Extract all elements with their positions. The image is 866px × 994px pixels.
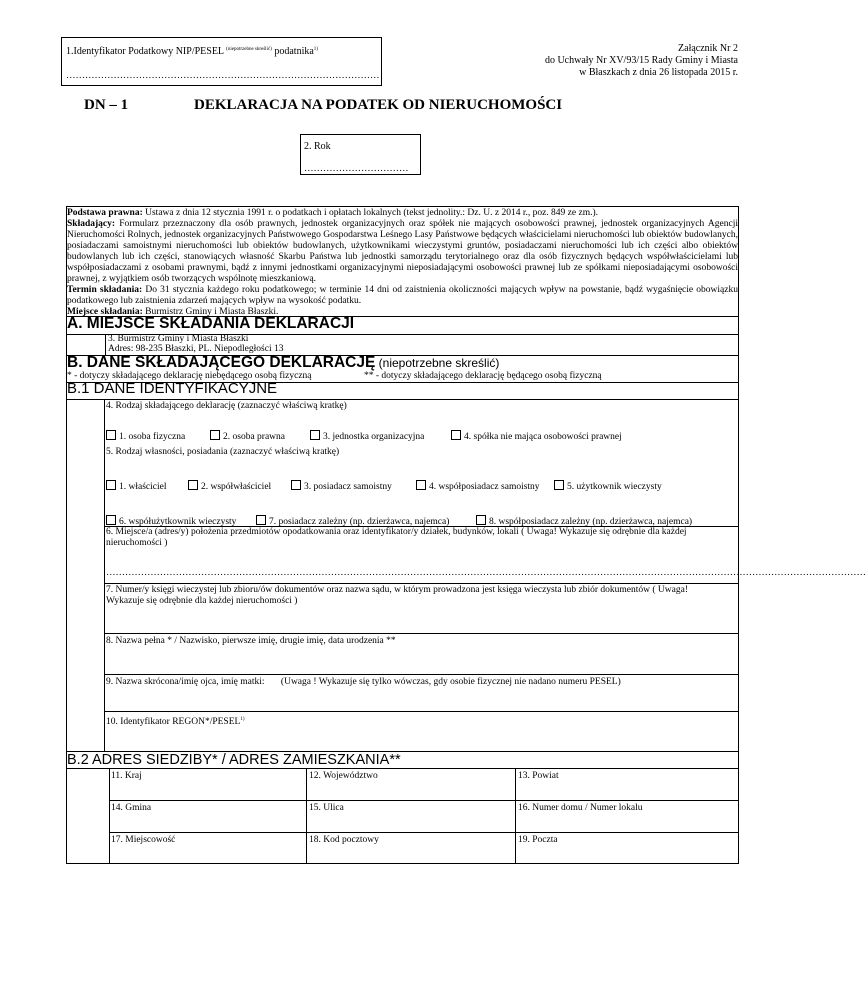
q5-option-3[interactable]: 3. posiadacz samoistny: [291, 480, 392, 493]
q4-option-3[interactable]: 3. jednostka organizacyjna: [310, 430, 424, 443]
divider: [109, 768, 110, 864]
field-gmina[interactable]: 14. Gmina: [111, 803, 152, 813]
section-b2-title: B.2 ADRES SIEDZIBY* / ADRES ZAMIESZKANIA**: [67, 752, 401, 768]
divider: [105, 334, 106, 355]
q9-note: (Uwaga ! Wykazuje się tylko wówczas, gdy osobie fizycznej nie nadano numeru PESEL): [280, 677, 621, 687]
legal-basis-block: Podstawa prawna: Ustawa z dnia 12 stycznia 1991 r. o podatkach i opłatach lokalnych (tekst jednolity.: Dz. U. z 2014 r., poz. 849 ze zm.). Składający: Formularz przeznaczony dla osób prawnych, jednostek organizacyjnych oraz spółek nie mających osobowości prawnej, jednostek organizacyjnych Agencji Nieruchomości Rolnych, jednostek organizacyjnych Państwowego Gospodarstwa Leśnego Lasy Państwowe będących właścicielami nieruchomości lub obiektów budowlanych, posiadaczami samoistnymi nieruchomości lub obiektów budowlanych, użytkownikami wieczystymi gruntów, posiadaczami nieruchomości lub ich części albo obiektów budowlanych lub ich części, stanowiących własność Skarbu Państwa lub jednostki samorządu terytorialnego oraz dla osób fizycznych będących współwłaścicielami lub współposiadaczami z osobami prawnymi, bądź z innymi jednostkami organizacyjnymi nieposiadającymi osobowości prawnej lub ze spółkami nieposiadającymi osobowości prawnej, z wyjątkiem osób tworzących wspólnotę mieszkaniową. Termin składania: Do 31 stycznia każdego roku podatkowego; w terminie 14 dni od zaistnienia okoliczności mających wpływ na powstanie, bądź wygaśnięcie obowiązku podatkowego lub zaistnienia zdarzeń mających wpływ na wysokość podatku. Miejsce składania: Burmistrz Gminy i Miasta Błaszki.: [67, 208, 738, 317]
q9-label: 9. Nazwa skrócona/imię ojca, imię matki: (Uwaga ! Wykazuje się tylko wówczas, gdy osobie fizycznej nie nadano numeru PESEL): [106, 677, 621, 687]
field-miejscowosc[interactable]: 17. Miejscowość: [111, 835, 176, 845]
q5-option-4[interactable]: 4. współposiadacz samoistny: [416, 480, 540, 493]
q5-option-5[interactable]: 5. użytkownik wieczysty: [554, 480, 662, 493]
checkbox[interactable]: [554, 480, 564, 490]
divider: [104, 399, 105, 751]
section-a-address: Adres: 98-235 Błaszki, PL. Niepodległości 13: [108, 344, 284, 354]
divider: [104, 633, 739, 634]
nip-dots[interactable]: ………………………………………………………………………………………: [66, 71, 380, 81]
checkbox[interactable]: [310, 430, 320, 440]
section-b-note-natural: ** - dotyczy składającego deklarację będącego osobą fizyczną: [364, 371, 602, 381]
nip-sup: (niepotrzebne skreślić): [226, 47, 272, 52]
q5-label: 5. Rodzaj własności, posiadania (zaznaczyć właściwą kratkę): [106, 447, 340, 457]
checkbox[interactable]: [476, 515, 486, 525]
divider: [109, 800, 739, 801]
nip-label: 1.Identyfikator Podatkowy NIP/PESEL $^{(niepotrzebne skreślić)}$ podatnika$^{1)}$: [66, 46, 318, 57]
q5-option-7[interactable]: 7. posiadacz zależny (np. dzierżawca, najemca): [256, 515, 449, 528]
divider: [109, 832, 739, 833]
year-label: 2. Rok: [304, 141, 331, 152]
q6-dots[interactable]: ……………………………………………………………………………………………………………………………………………………………………………………………………………………: [106, 568, 866, 578]
field-ulica[interactable]: 15. Ulica: [309, 803, 344, 813]
q4-option-1[interactable]: 1. osoba fizyczna: [106, 430, 185, 443]
form-code: DN – 1: [84, 97, 129, 113]
attachment-note: Załącznik Nr 2 do Uchwały Nr XV/93/15 Rady Gminy i Miasta w Błaszkach z dnia 26 listopada 2015 r.: [544, 43, 738, 78]
q4-option-4[interactable]: 4. spółka nie mająca osobowości prawnej: [451, 430, 622, 443]
q5-option-8[interactable]: 8. współposiadacz zależny (np. dzierżawca, najemca): [476, 515, 692, 528]
q7-label: 7. Numer/y księgi wieczystej lub zbioru/ów dokumentów oraz nazwa sądu, w którym prowadzona jest księga wieczysta lub zbiór dokumentów ( Uwaga! Wykazuje się odrębnie dla każdej nieruchomości ): [106, 585, 688, 606]
section-b-note-legal: * - dotyczy składającego deklarację niebędącego osobą fizyczną: [67, 371, 312, 381]
q4-label: 4. Rodzaj składającego deklarację (zaznaczyć właściwą kratkę): [106, 401, 347, 411]
q6-label: 6. Miejsce/a (adres/y) położenia przedmiotów opodatkowania oraz identyfikator/y działek, budynków, lokali ( Uwaga! Wykazuje się odrębnie dla każdej nieruchomości ): [106, 527, 687, 548]
field-wojewodztwo[interactable]: 12. Województwo: [309, 771, 378, 781]
field-numer-domu[interactable]: 16. Numer domu / Numer lokalu: [518, 803, 643, 813]
section-b1-title: B.1 DANE IDENTYFIKACYJNE: [67, 380, 278, 397]
divider: [66, 768, 739, 769]
checkbox[interactable]: [106, 515, 116, 525]
year-dots[interactable]: ……………………………: [304, 164, 409, 174]
field-kraj[interactable]: 11. Kraj: [111, 771, 142, 781]
checkbox[interactable]: [188, 480, 198, 490]
divider: [104, 583, 739, 584]
divider: [66, 399, 739, 400]
field-powiat[interactable]: 13. Powiat: [518, 771, 559, 781]
field-kod-pocztowy[interactable]: 18. Kod pocztowy: [309, 835, 379, 845]
field-poczta[interactable]: 19. Poczta: [518, 835, 558, 845]
checkbox[interactable]: [416, 480, 426, 490]
q8-label: 8. Nazwa pełna * / Nazwisko, pierwsze imię, drugie imię, data urodzenia **: [106, 636, 396, 646]
checkbox[interactable]: [106, 480, 116, 490]
checkbox[interactable]: [451, 430, 461, 440]
section-b-title: B. DANE SKŁADAJĄCEGO DEKLARACJĘ (niepotrzebne skreślić): [67, 354, 500, 371]
divider: [104, 711, 739, 712]
divider: [104, 674, 739, 675]
checkbox[interactable]: [291, 480, 301, 490]
checkbox[interactable]: [210, 430, 220, 440]
section-a-title: A. MIEJSCE SKŁADANIA DEKLARACJI: [67, 315, 355, 332]
section-a-recipient: 3. Burmistrz Gminy i Miasta Błaszki: [108, 334, 249, 344]
checkbox[interactable]: [106, 430, 116, 440]
q5-option-1[interactable]: 1. właściciel: [106, 480, 166, 493]
divider: [515, 768, 516, 864]
divider: [306, 768, 307, 864]
q4-option-2[interactable]: 2. osoba prawna: [210, 430, 285, 443]
q5-option-6[interactable]: 6. współużytkownik wieczysty: [106, 515, 236, 528]
q5-option-2[interactable]: 2. współwłaściciel: [188, 480, 271, 493]
page-title: DEKLARACJA NA PODATEK OD NIERUCHOMOŚCI: [194, 97, 563, 113]
q10-label: 10. Identyfikator REGON*/PESEL$^{1)}$: [106, 717, 245, 727]
checkbox[interactable]: [256, 515, 266, 525]
